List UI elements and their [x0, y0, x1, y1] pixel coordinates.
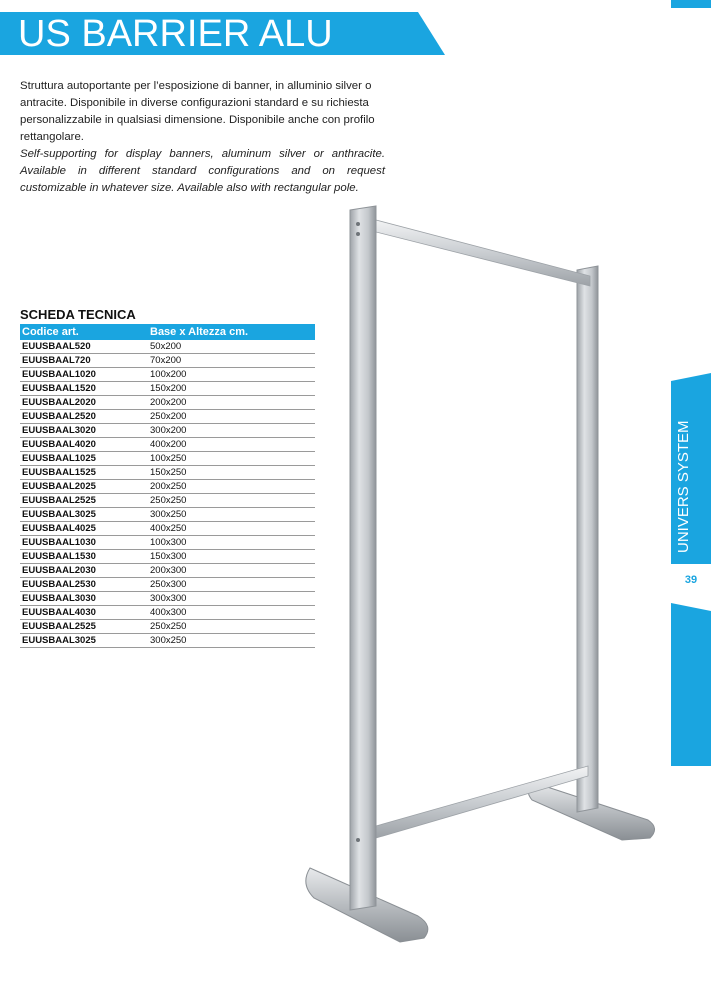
spec-row [20, 536, 315, 550]
product-size: 100x250 [148, 452, 315, 466]
product-size: 400x200 [148, 438, 315, 452]
product-size: 300x200 [148, 424, 315, 438]
product-size: 250x200 [148, 410, 315, 424]
spec-row [20, 522, 315, 536]
spec-row [20, 592, 315, 606]
spec-header-row [20, 324, 315, 340]
product-code: EUUSBAAL1025 [20, 452, 148, 466]
product-size: 70x200 [148, 354, 315, 368]
spec-row [20, 620, 315, 634]
section-label: UNIVERS SYSTEM [675, 420, 692, 553]
product-photo [300, 200, 660, 960]
spec-row [20, 550, 315, 564]
spec-row [20, 480, 315, 494]
product-size: 400x250 [148, 522, 315, 536]
product-code: EUUSBAAL520 [20, 340, 148, 354]
product-code: EUUSBAAL2030 [20, 564, 148, 578]
product-size: 300x250 [148, 508, 315, 522]
product-size: 250x250 [148, 620, 315, 634]
section-tab-lower [671, 603, 711, 766]
product-code: EUUSBAAL4020 [20, 438, 148, 452]
spec-title: SCHEDA TECNICA [20, 307, 136, 322]
product-size: 150x250 [148, 466, 315, 480]
product-code: EUUSBAAL1530 [20, 550, 148, 564]
product-size: 200x200 [148, 396, 315, 410]
page-title: US BARRIER ALU [18, 13, 333, 55]
product-code: EUUSBAAL1520 [20, 382, 148, 396]
spec-row [20, 354, 315, 368]
product-code: EUUSBAAL1525 [20, 466, 148, 480]
product-size: 100x200 [148, 368, 315, 382]
product-code: EUUSBAAL3025 [20, 508, 148, 522]
spec-row [20, 368, 315, 382]
spec-table-body [20, 340, 315, 648]
product-code: EUUSBAAL2020 [20, 396, 148, 410]
spec-row [20, 578, 315, 592]
product-size: 200x300 [148, 564, 315, 578]
spec-row [20, 452, 315, 466]
product-size: 50x200 [148, 340, 315, 354]
corner-accent-bar [671, 0, 711, 8]
product-code: EUUSBAAL1020 [20, 368, 148, 382]
spec-row [20, 410, 315, 424]
product-code: EUUSBAAL2520 [20, 410, 148, 424]
product-size: 250x300 [148, 578, 315, 592]
product-code: EUUSBAAL3020 [20, 424, 148, 438]
column-header-size: Base x Altezza cm. [148, 324, 315, 340]
product-code: EUUSBAAL3030 [20, 592, 148, 606]
product-size: 300x300 [148, 592, 315, 606]
back-pole [577, 266, 598, 812]
spec-row [20, 340, 315, 354]
product-size: 200x250 [148, 480, 315, 494]
spec-row [20, 634, 315, 648]
product-code: EUUSBAAL4025 [20, 522, 148, 536]
product-size: 300x250 [148, 634, 315, 648]
product-code: EUUSBAAL4030 [20, 606, 148, 620]
spec-table [20, 324, 315, 648]
product-code: EUUSBAAL720 [20, 354, 148, 368]
product-code: EUUSBAAL2025 [20, 480, 148, 494]
product-code: EUUSBAAL1030 [20, 536, 148, 550]
spec-row [20, 564, 315, 578]
product-size: 250x250 [148, 494, 315, 508]
product-size: 150x300 [148, 550, 315, 564]
spec-row [20, 382, 315, 396]
product-size: 150x200 [148, 382, 315, 396]
description-italian: Struttura autoportante per l’esposizione di banner, in alluminio silver o antracite. Disponibile in diverse configurazioni standard e su richiesta personalizzabile in qualsiasi dimensione. Disponibile anche con profilo rettangolare. [20, 80, 375, 143]
product-code: EUUSBAAL2525 [20, 620, 148, 634]
product-code: EUUSBAAL2530 [20, 578, 148, 592]
spec-row [20, 606, 315, 620]
product-size: 100x300 [148, 536, 315, 550]
spec-row [20, 466, 315, 480]
product-code: EUUSBAAL2525 [20, 494, 148, 508]
product-size: 400x300 [148, 606, 315, 620]
spec-row [20, 396, 315, 410]
spec-row [20, 438, 315, 452]
front-pole [350, 206, 376, 910]
page-number: 39 [684, 574, 698, 586]
spec-row [20, 424, 315, 438]
spec-row [20, 494, 315, 508]
description-english: Self-supporting for display banners, aluminum silver or anthracite. Available in different standard configurations and on request customizable in whatever size. Available also with rectangular pole. [20, 148, 385, 194]
product-code: EUUSBAAL3025 [20, 634, 148, 648]
spec-row [20, 508, 315, 522]
top-crossbar [376, 220, 590, 286]
column-header-code: Codice art. [20, 324, 148, 340]
